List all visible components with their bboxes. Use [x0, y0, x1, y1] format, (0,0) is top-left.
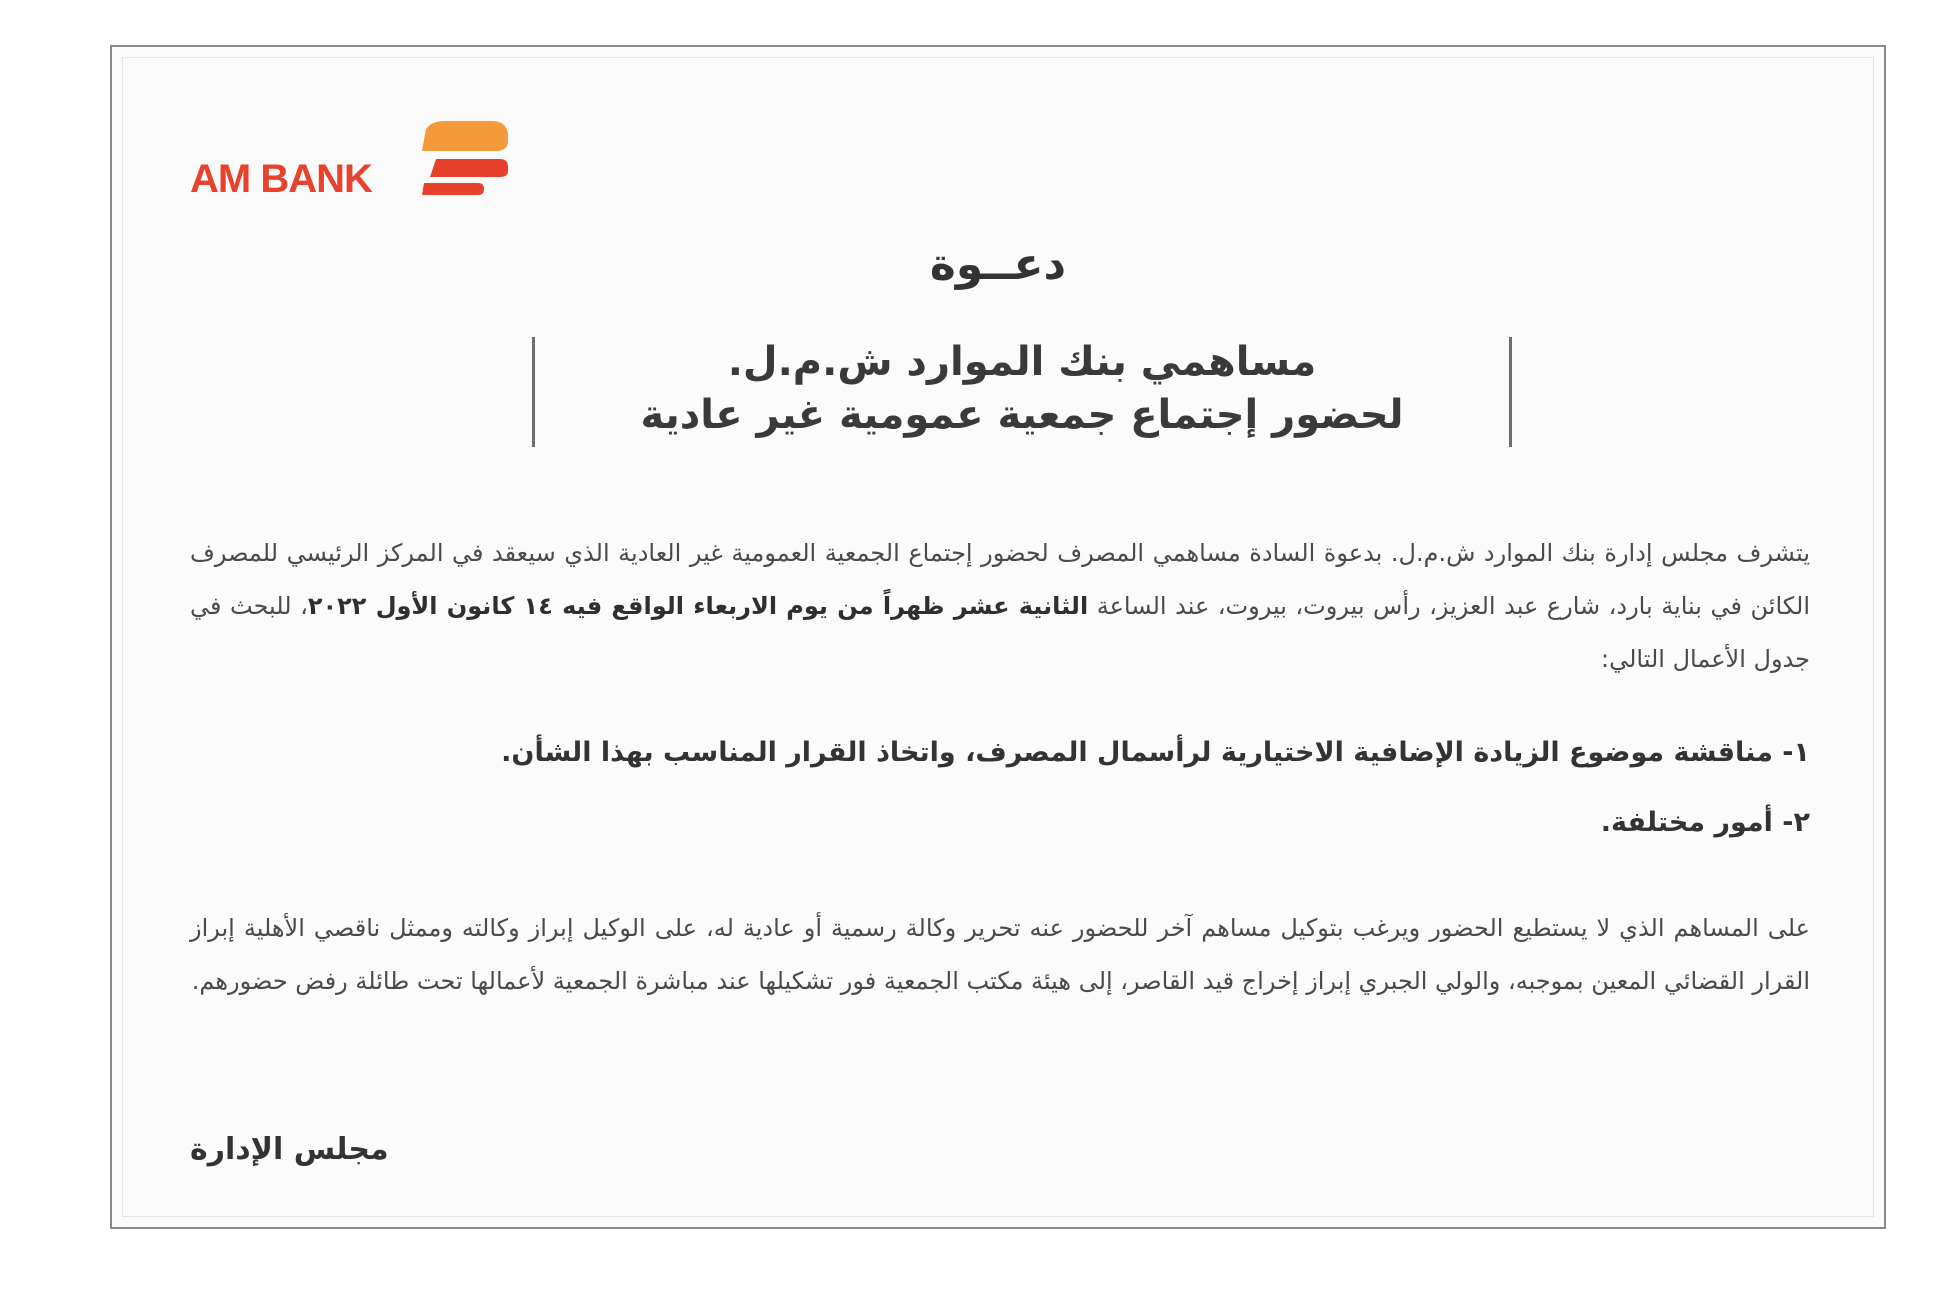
subtitle-bar-right — [1509, 337, 1512, 447]
subtitle-line-1: مساهمي بنك الموارد ش.م.ل. — [727, 339, 1317, 385]
ambank-logo — [190, 119, 520, 209]
notice-card — [110, 45, 1886, 1229]
paragraph1-text: يتشرف مجلس إدارة بنك الموارد ش.م.ل. بدعوة السادة مساهمي المصرف لحضور إجتماع الجمعية العمومية غير العادية الذي سيعقد في المركز الرئيسي للمصرف الكائن في بناية بارد، شارع عبد العزيز، رأس بيروت، بيروت، عند الساعة — [190, 539, 1810, 620]
invitation-paragraph — [190, 527, 1810, 686]
agenda-item-1: ١- مناقشة موضوع الزيادة الإضافية الاختيارية لرأسمال المصرف، واتخاذ القرار المناسب بهذا الشأن. — [501, 737, 1810, 768]
subtitle-bar-left — [532, 337, 535, 447]
meeting-date-time: الثانية عشر ظهراً من يوم الاربعاء الواقع فيه ١٤ كانون الأول ٢٠٢٢ — [307, 592, 1089, 620]
logo-mark-icon — [422, 121, 508, 201]
subtitle-line-2: لحضور إجتماع جمعية عمومية غير عادية — [640, 392, 1404, 438]
agenda-item-2: ٢- أمور مختلفة. — [1600, 807, 1810, 838]
proxy-paragraph: على المساهم الذي لا يستطيع الحضور ويرغب بتوكيل مساهم آخر للحضور عنه تحرير وكالة رسمية أو عادية له، على الوكيل إبراز وكالته وممثل ناقصي الأهلية إبراز القرار القضائي المعين بموجبه، والولي الجبري إبراز إخراج قيد القاصر، إلى هيئة مكتب الجمعية فور تشكيلها عند مباشرة الجمعية لأعمالها تحت طائلة رفض حضورهم. — [190, 914, 1810, 995]
signature: مجلس الإدارة — [190, 1132, 389, 1167]
invitation-title: دعــوة — [929, 239, 1067, 290]
subtitle-block — [532, 337, 1512, 447]
logo-wordmark: AM BANK — [190, 157, 372, 201]
paragraph1-text-end: ، للبحث في جدول الأعمال التالي: — [190, 592, 1810, 673]
